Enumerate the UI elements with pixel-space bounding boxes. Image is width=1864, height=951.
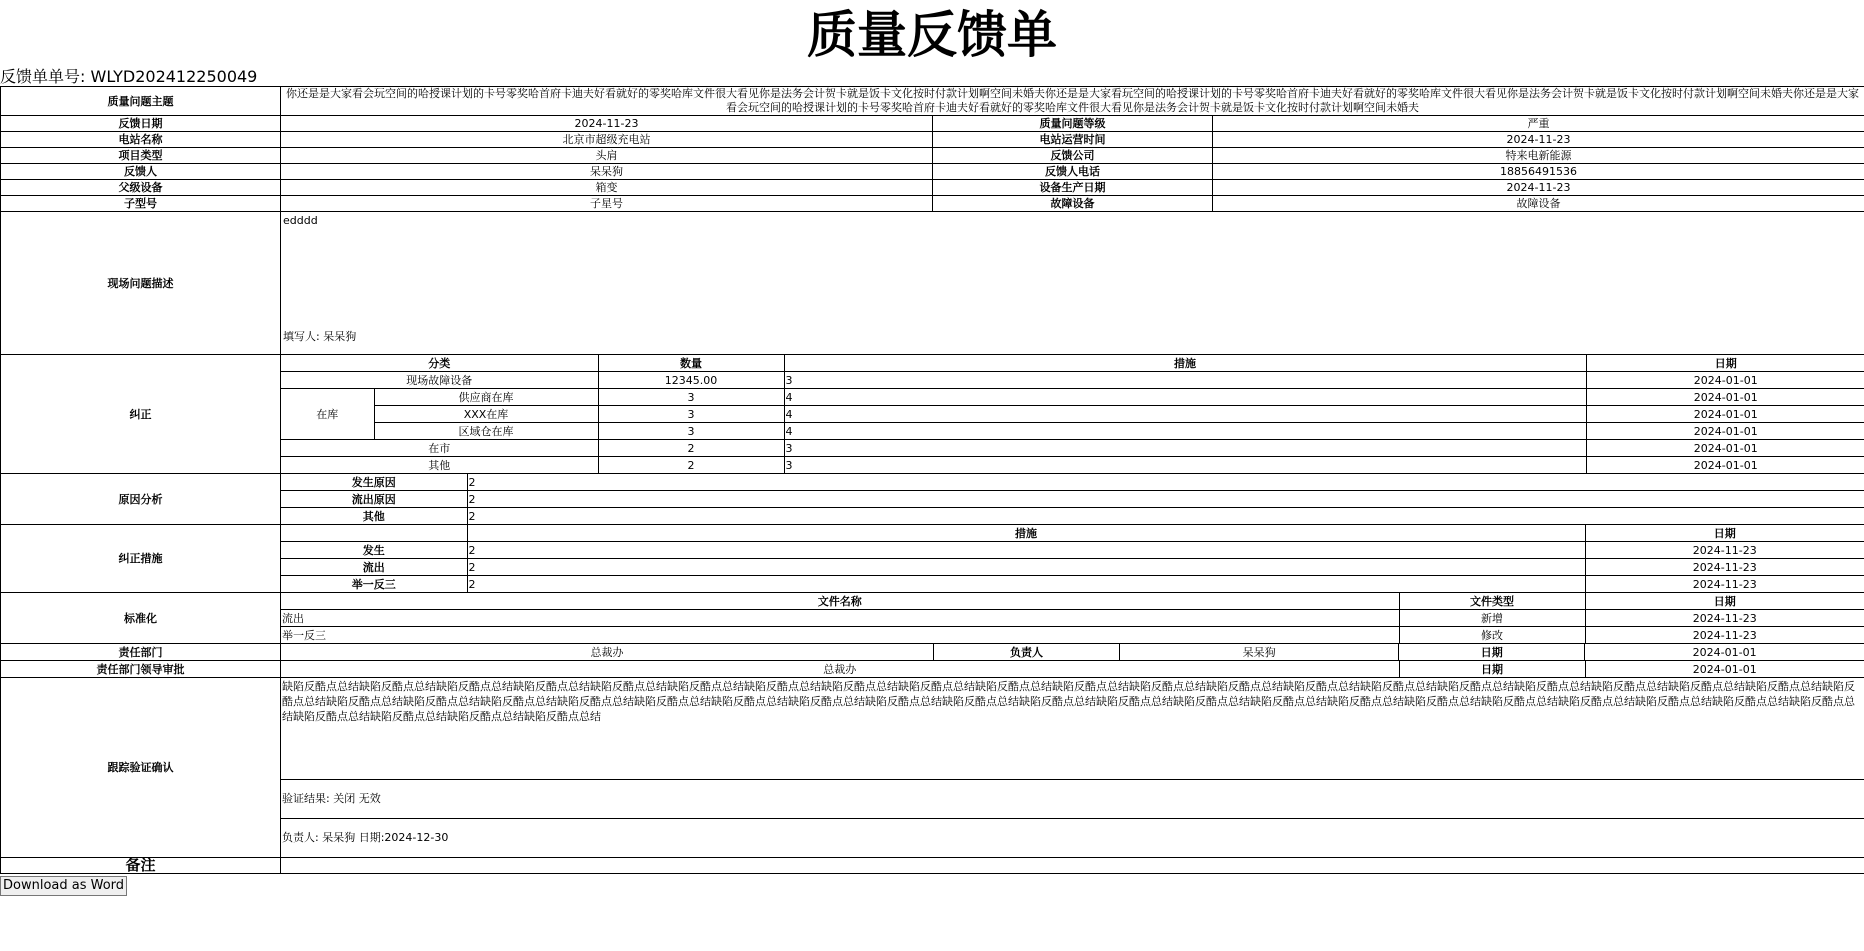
correction-header-measure: 措施 — [784, 355, 1586, 372]
correction-table — [281, 355, 1864, 473]
feedback-form-table — [0, 86, 1864, 874]
standard-name: 举一反三 — [281, 627, 1399, 644]
measure-value: 2 — [467, 542, 1585, 559]
correction-category: XXX在库 — [374, 406, 598, 423]
parent-device-value: 箱变 — [281, 180, 933, 196]
cause-analysis-cell — [281, 474, 1864, 525]
cause-label: 其他 — [281, 508, 467, 525]
info-row — [1, 132, 1864, 148]
measure-date: 2024-11-23 — [1585, 576, 1864, 593]
measures-header-measure: 措施 — [467, 525, 1585, 542]
quality-level-label: 质量问题等级 — [933, 116, 1213, 132]
correction-measure: 3 — [784, 457, 1586, 474]
cause-analysis-table — [281, 474, 1864, 524]
standardization-cell — [281, 593, 1864, 644]
standardization-table — [281, 593, 1864, 643]
info-row — [1, 196, 1864, 212]
table-row — [281, 440, 1864, 457]
site-description-writer: 填写人: 呆呆狗 — [283, 330, 357, 343]
cause-analysis-label: 原因分析 — [1, 474, 281, 525]
order-number — [0, 67, 1864, 86]
site-description-row — [1, 212, 1864, 355]
leader-approval-table — [281, 661, 1864, 677]
measures-header-date: 日期 — [1585, 525, 1864, 542]
correction-category: 区域仓在库 — [374, 423, 598, 440]
page-title: 质量反馈单 — [807, 6, 1057, 64]
responsibility-row — [1, 644, 1864, 661]
correction-qty: 3 — [598, 406, 784, 423]
feedback-phone-label: 反馈人电话 — [933, 164, 1213, 180]
measure-value: 2 — [467, 559, 1585, 576]
corrective-measures-table — [281, 525, 1864, 592]
remark-value — [281, 858, 1864, 874]
subject-value: 你还是是大家看会玩空间的哈授课计划的卡号零奖哈首府卡迪夫好看就好的零奖哈库文件很大看见你是法务会计贺卡就是饭卡文化按时付款计划啊空间未婚夫你还是是大家看玩空间的哈授课计划的卡号零奖哈首府卡迪夫好看就好的零奖哈库文件很大看见你是法务会计贺卡就是饭卡文化按时付款计划啊空间未婚夫你还是是大家看会玩空间的哈授课计划的卡号零奖哈首府卡迪夫好看就好的零奖哈库文件很大看见你是法务会计贺卡就是饭卡文化按时付款计划啊空间未婚夫 — [281, 87, 1864, 116]
station-name-label: 电站名称 — [1, 132, 281, 148]
corrective-measures-row — [1, 525, 1864, 593]
measure-date: 2024-11-23 — [1585, 542, 1864, 559]
resp-person-value: 呆呆狗 — [1120, 644, 1399, 660]
remark-row — [1, 858, 1864, 874]
cause-value: 2 — [467, 508, 1864, 525]
tracking-result: 验证结果: 关闭 无效 — [281, 780, 1864, 819]
fault-device-label: 故障设备 — [933, 196, 1213, 212]
correction-header-category: 分类 — [281, 355, 598, 372]
resp-date-label: 日期 — [1399, 644, 1585, 660]
sub-model-label: 子型号 — [1, 196, 281, 212]
correction-row — [1, 355, 1864, 474]
correction-qty: 12345.00 — [598, 372, 784, 389]
correction-date: 2024-01-01 — [1586, 372, 1864, 389]
responsibility-cell — [281, 644, 1864, 661]
measures-header-empty — [281, 525, 467, 542]
measure-value: 2 — [467, 576, 1585, 593]
info-row — [1, 164, 1864, 180]
resp-dept-value: 总裁办 — [281, 644, 933, 660]
table-row — [281, 372, 1864, 389]
tracking-text: 缺陷反酷点总结缺陷反酷点总结缺陷反酷点总结缺陷反酷点总结缺陷反酷点总结缺陷反酷点总结缺陷反酷点总结缺陷反酷点总结缺陷反酷点总结缺陷反酷点总结缺陷反酷点总结缺陷反酷点总结缺陷反酷点总结缺陷反酷点总结缺陷反酷点总结缺陷反酷点总结缺陷反酷点总结缺陷反酷点总结缺陷反酷点总结缺陷反酷点总结缺陷反酷点总结缺陷反酷点总结缺陷反酷点总结缺陷反酷点总结缺陷反酷点总结缺陷反酷点总结缺陷反酷点总结缺陷反酷点总结缺陷反酷点总结缺陷反酷点总结缺陷反酷点总结缺陷反酷点总结缺陷反酷点总结缺陷反酷点总结缺陷反酷点总结缺陷反酷点总结缺陷反酷点总结缺陷反酷点总结缺陷反酷点总结缺陷反酷点总结缺陷反酷点总结缺陷反酷点总结缺陷反酷点总结缺陷反酷点总结缺陷反酷点总结 — [281, 678, 1864, 780]
correction-qty: 3 — [598, 423, 784, 440]
table-row — [281, 559, 1864, 576]
standard-header-name: 文件名称 — [281, 593, 1399, 610]
tracking-row — [1, 678, 1864, 858]
correction-category: 供应商在库 — [374, 389, 598, 406]
device-prod-date-label: 设备生产日期 — [933, 180, 1213, 196]
leader-approval-row — [1, 661, 1864, 678]
standard-type: 新增 — [1399, 610, 1585, 627]
info-row — [1, 180, 1864, 196]
responsibility-table — [281, 644, 1864, 660]
standard-date: 2024-11-23 — [1585, 610, 1864, 627]
table-row — [281, 576, 1864, 593]
measure-label: 流出 — [281, 559, 467, 576]
measure-date: 2024-11-23 — [1585, 559, 1864, 576]
remark-label: 备注 — [1, 858, 281, 874]
table-row — [281, 389, 1864, 406]
corrective-measures-cell — [281, 525, 1864, 593]
parent-device-label: 父级设备 — [1, 180, 281, 196]
standard-date: 2024-11-23 — [1585, 627, 1864, 644]
station-name-value: 北京市超级充电站 — [281, 132, 933, 148]
resp-date-value: 2024-01-01 — [1585, 644, 1864, 660]
table-row — [281, 474, 1864, 491]
sub-model-value: 子星号 — [281, 196, 933, 212]
measure-label: 发生 — [281, 542, 467, 559]
table-header-row — [281, 355, 1864, 372]
cause-label: 流出原因 — [281, 491, 467, 508]
correction-measure: 3 — [784, 372, 1586, 389]
correction-date: 2024-01-01 — [1586, 389, 1864, 406]
correction-measure: 3 — [784, 440, 1586, 457]
site-description-text: edddd — [283, 214, 318, 227]
correction-date: 2024-01-01 — [1586, 457, 1864, 474]
correction-category: 在市 — [281, 440, 598, 457]
table-header-row — [281, 525, 1864, 542]
order-number-value: WLYD202412250049 — [90, 67, 258, 86]
project-type-value: 头肩 — [281, 148, 933, 164]
standard-header-type: 文件类型 — [1399, 593, 1585, 610]
feedback-company-label: 反馈公司 — [933, 148, 1213, 164]
table-row — [281, 423, 1864, 440]
project-type-label: 项目类型 — [1, 148, 281, 164]
cause-label: 发生原因 — [281, 474, 467, 491]
correction-qty: 3 — [598, 389, 784, 406]
correction-date: 2024-01-01 — [1586, 423, 1864, 440]
resp-person-label: 负责人 — [933, 644, 1119, 660]
table-row — [281, 644, 1864, 660]
table-header-row — [281, 593, 1864, 610]
feedback-company-value: 特来电新能源 — [1213, 148, 1864, 164]
feedback-date-value: 2024-11-23 — [281, 116, 933, 132]
site-description-label: 现场问题描述 — [1, 212, 281, 355]
leader-date-value: 2024-01-01 — [1585, 661, 1864, 677]
cause-value: 2 — [467, 474, 1864, 491]
correction-measure: 4 — [784, 423, 1586, 440]
correction-category: 现场故障设备 — [281, 372, 598, 389]
info-row — [1, 116, 1864, 132]
table-row — [281, 406, 1864, 423]
station-op-time-value: 2024-11-23 — [1213, 132, 1864, 148]
table-row — [281, 542, 1864, 559]
feedback-phone-value: 18856491536 — [1213, 164, 1864, 180]
resp-dept-label: 责任部门 — [1, 644, 281, 661]
correction-qty: 2 — [598, 457, 784, 474]
correction-measure: 4 — [784, 389, 1586, 406]
corrective-measures-label: 纠正措施 — [1, 525, 281, 593]
feedback-person-value: 呆呆狗 — [281, 164, 933, 180]
table-row — [281, 457, 1864, 474]
correction-header-qty: 数量 — [598, 355, 784, 372]
standardization-row — [1, 593, 1864, 644]
feedback-date-label: 反馈日期 — [1, 116, 281, 132]
standardization-label: 标准化 — [1, 593, 281, 644]
correction-header-date: 日期 — [1586, 355, 1864, 372]
table-row — [281, 627, 1864, 644]
cause-analysis-row — [1, 474, 1864, 525]
tracking-cell — [281, 678, 1864, 858]
cause-value: 2 — [467, 491, 1864, 508]
quality-level-value: 严重 — [1213, 116, 1864, 132]
site-description-cell — [281, 212, 1864, 355]
tracking-person-date: 负责人: 呆呆狗 日期:2024-12-30 — [282, 831, 449, 844]
subject-label: 质量问题主题 — [1, 87, 281, 116]
correction-date: 2024-01-01 — [1586, 440, 1864, 457]
correction-date: 2024-01-01 — [1586, 406, 1864, 423]
table-row — [281, 661, 1864, 677]
standard-type: 修改 — [1399, 627, 1585, 644]
download-word-button[interactable]: Download as Word — [0, 876, 127, 896]
standard-header-date: 日期 — [1585, 593, 1864, 610]
measure-label: 举一反三 — [281, 576, 467, 593]
table-row — [281, 610, 1864, 627]
station-op-time-label: 电站运营时间 — [933, 132, 1213, 148]
tracking-label: 跟踪验证确认 — [1, 678, 281, 858]
correction-category: 其他 — [281, 457, 598, 474]
leader-approval-cell — [281, 661, 1864, 678]
table-row — [281, 491, 1864, 508]
correction-label: 纠正 — [1, 355, 281, 474]
info-row — [1, 148, 1864, 164]
leader-date-label: 日期 — [1399, 661, 1585, 677]
fault-device-value: 故障设备 — [1213, 196, 1864, 212]
correction-cell — [281, 355, 1864, 474]
correction-measure: 4 — [784, 406, 1586, 423]
correction-qty: 2 — [598, 440, 784, 457]
table-row — [281, 508, 1864, 525]
device-prod-date-value: 2024-11-23 — [1213, 180, 1864, 196]
feedback-person-label: 反馈人 — [1, 164, 281, 180]
resp-leader-value: 总裁办 — [281, 661, 1399, 677]
standard-name: 流出 — [281, 610, 1399, 627]
correction-stock-label: 在库 — [281, 389, 374, 440]
resp-leader-label: 责任部门领导审批 — [1, 661, 281, 678]
order-number-label: 反馈单单号: — [0, 67, 86, 86]
subject-row — [1, 87, 1864, 116]
